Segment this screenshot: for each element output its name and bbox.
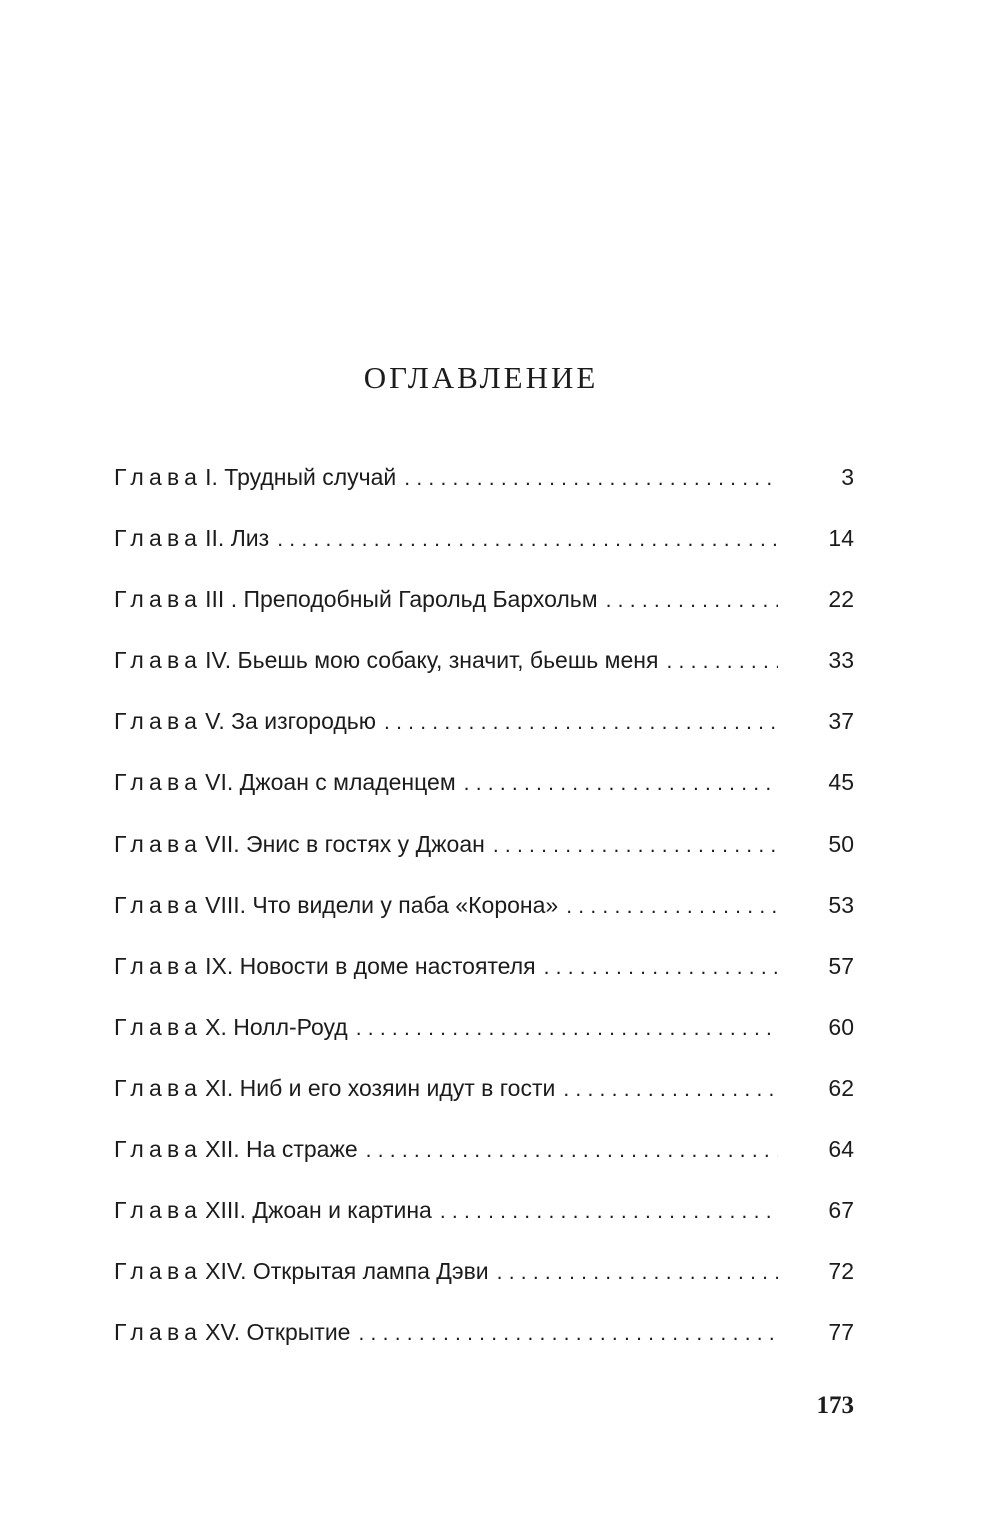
dot-leader <box>404 460 778 498</box>
chapter-title: XV. Открытие <box>205 1319 351 1346</box>
chapter-prefix: Глава <box>114 1197 203 1224</box>
toc-entry <box>114 702 854 763</box>
chapter-title: VI. Джоан с младенцем <box>205 769 456 796</box>
chapter-prefix: Глава <box>114 1136 203 1163</box>
toc-entry <box>114 458 854 519</box>
dot-leader <box>666 643 778 681</box>
chapter-title: II. Лиз <box>205 525 270 552</box>
dot-leader <box>563 1071 778 1109</box>
chapter-prefix: Глава <box>114 586 203 613</box>
chapter-page: 72 <box>828 1258 854 1285</box>
dot-leader <box>366 1132 778 1170</box>
dot-leader <box>544 949 778 987</box>
chapter-prefix: Глава <box>114 769 203 796</box>
chapter-page: 67 <box>828 1197 854 1224</box>
chapter-title: I. Трудный случай <box>205 464 397 490</box>
chapter-prefix: Глава <box>114 952 203 979</box>
chapter-title: XII. На страже <box>205 1136 358 1163</box>
chapter-page: 33 <box>828 647 854 674</box>
chapter-page: 62 <box>828 1074 854 1101</box>
toc-entry <box>114 1252 854 1313</box>
chapter-prefix: Глава <box>114 525 203 552</box>
dot-leader <box>464 765 778 803</box>
chapter-page: 64 <box>828 1136 854 1163</box>
chapter-title: IV. Бьешь мою собаку, значит, бьешь меня <box>205 647 659 674</box>
chapter-prefix: Глава <box>114 1074 203 1101</box>
chapter-page: 37 <box>828 708 854 735</box>
dot-leader <box>358 1315 778 1353</box>
chapter-title: VIII. Что видели у паба «Корона» <box>205 891 559 918</box>
toc-entry <box>114 947 854 1008</box>
dot-leader <box>606 582 778 620</box>
chapter-prefix: Глава <box>114 1013 203 1040</box>
toc-entry <box>114 519 854 580</box>
page-number: 173 <box>816 1392 854 1419</box>
chapter-title: X. Нолл-Роуд <box>205 1013 348 1040</box>
chapter-prefix: Глава <box>114 708 203 735</box>
chapter-title: XI. Ниб и его хозяин идут в гости <box>205 1074 556 1101</box>
chapter-title: IX. Новости в доме настоятеля <box>205 952 536 979</box>
toc-entry <box>114 1008 854 1069</box>
table-of-contents <box>114 458 854 1374</box>
toc-entry <box>114 886 854 947</box>
chapter-prefix: Глава <box>114 647 203 674</box>
chapter-prefix: Глава <box>114 1258 203 1285</box>
chapter-prefix: Глава <box>114 464 203 490</box>
chapter-title: III . Преподобный Гарольд Бархольм <box>205 586 598 613</box>
dot-leader <box>493 827 778 865</box>
chapter-page: 60 <box>828 1013 854 1040</box>
chapter-page: 77 <box>828 1319 854 1346</box>
page-title: ОГЛАВЛЕНИЕ <box>363 360 599 395</box>
chapter-page: 22 <box>828 586 854 613</box>
chapter-prefix: Глава <box>114 830 203 857</box>
chapter-title: V. За изгородью <box>205 708 377 735</box>
dot-leader <box>440 1193 778 1231</box>
toc-entry <box>114 1313 854 1374</box>
chapter-page: 14 <box>828 525 854 552</box>
dot-leader <box>497 1254 778 1292</box>
toc-entry <box>114 641 854 702</box>
chapter-page: 53 <box>828 891 854 918</box>
dot-leader <box>566 888 778 926</box>
chapter-page: 45 <box>828 769 854 796</box>
dot-leader <box>356 1010 778 1048</box>
chapter-prefix: Глава <box>114 1319 203 1346</box>
chapter-page: 57 <box>828 952 854 979</box>
chapter-title: VII. Энис в гостях у Джоан <box>205 830 485 857</box>
toc-entry <box>114 825 854 886</box>
toc-entry <box>114 580 854 641</box>
dot-leader <box>384 704 778 742</box>
toc-entry <box>114 1191 854 1252</box>
chapter-prefix: Глава <box>114 891 203 918</box>
toc-entry <box>114 763 854 824</box>
chapter-page: 50 <box>828 830 854 857</box>
chapter-title: XIII. Джоан и картина <box>205 1197 432 1224</box>
chapter-title: XIV. Открытая лампа Дэви <box>205 1258 489 1285</box>
toc-entry <box>114 1130 854 1191</box>
chapter-page: 3 <box>841 464 854 490</box>
dot-leader <box>277 521 778 559</box>
toc-entry <box>114 1069 854 1130</box>
